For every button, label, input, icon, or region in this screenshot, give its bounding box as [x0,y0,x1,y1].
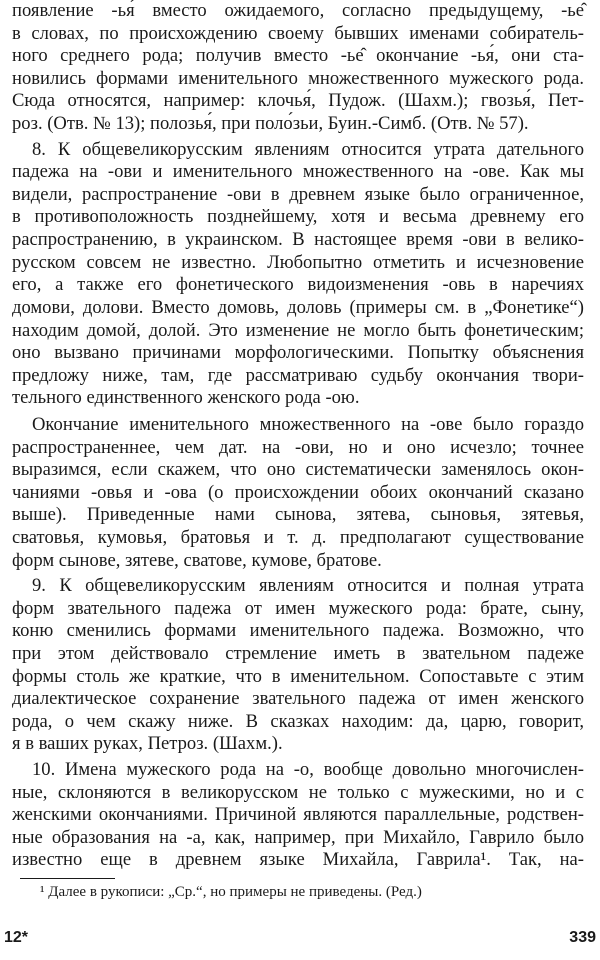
text-line: распространению, в украинском. В настоящее время -ови в велико- [12,229,584,251]
text-line: рода, о чем скажу ниже. В сказках находим: да, царю, говорит, [12,710,584,732]
text-line: форм сынове, зятеве, сватове, кумове, братове. [12,549,382,571]
text-line: новились формами именительного множественного мужеского рода. [12,67,584,89]
text-line: диалектическое сохранение звательного падежа от имен женского [12,688,584,710]
signature-mark: 12* [4,929,29,946]
text-line: чаниями -овья и -ова (о происхождении обоих окончаний сказано [12,481,584,503]
paragraph-8-start: 8. К общевеликорусским явлениям относится утрата дательного [32,138,584,160]
text-line: находим домой, долой. Это изменение не могло быть фонетическим; [12,319,584,341]
text-line: женскими окончаниями. Причиной являются параллельные, родствен- [12,804,584,826]
text-line: русском совсем не известно. Любопытно отметить и исчезновение [12,251,584,273]
text-line: распространеннее, чем дат. на -ови, но и оно исчезло; точнее [12,436,584,458]
text-line: форм звательного падежа от имен мужеского рода: брате, сыну, [12,597,584,619]
text-line: появление -ья́ вместо ожидаемого, согласно предыдущему, -ье̂ [12,0,584,21]
text-line: Сюда относятся, например: клочья́, Пудож. (Шахм.); гвозья́, Пет- [12,90,584,112]
footnote-rule [20,878,115,879]
paragraph-start: Окончание именительного множественного на -ове было гораздо [32,413,584,435]
text-line: известно еще в древнем языке Михайла, Гаврила¹. Так, на- [12,849,584,871]
text-line: выразимся, если скажем, что оно систематически заменялось окон- [12,459,584,481]
text-line: сватовья, кумовья, братовья и т. д. предполагают существование [12,526,584,548]
text-line: тельного единственного женского рода -ою. [12,387,360,409]
text-line: в противоположность позднейшему, хотя и весьма древнему его [12,206,584,228]
text-line: ного среднего рода; получив вместо -ье̂ окончание -ья́, они ста- [12,45,584,67]
paragraph-9-start: 9. К общевеликорусским явлениям относится и полная утрата [32,575,584,597]
footnote: ¹ Далее в рукописи: „Ср.“, но примеры не приведены. (Ред.) [40,884,422,900]
text-line: его, а также его фонетического видоизменения -овь в наречиях [12,274,584,296]
text-line: домови, долови. Вместо домовь, доловь (примеры см. в „Фонетике“) [12,296,584,318]
text-line: ные образования на -а, как, например, при Михайло, Гаврило было [12,826,584,848]
text-line: коню сменились формами именительного падежа. Возможно, что [12,620,584,642]
text-line: ные, склоняются в великорусском не только с мужескими, но и с [12,781,584,803]
text-line: формы столь же краткие, что в именительном. Сопоставьте с этим [12,665,584,687]
page-number: 339 [569,929,596,946]
paragraph-10-start: 10. Имена мужеского рода на -о, вообще довольно многочислен- [32,759,584,780]
text-line: видели, распространение -ови в древнем языке было ограниченное, [12,183,584,205]
text-line: роз. (Отв. № 13); полозья́, при поло́зьи, Буин.-Симб. (Отв. № 57). [12,113,529,134]
text-line: оно вызвано причинами морфологическими. Попытку объяснения [12,342,584,364]
text-line: в словах, по происхождению своему бывших именами собиратель- [12,22,584,44]
text-line: предложу ниже, там, где рассматриваю судьбу окончания твори- [12,364,584,386]
text-line: при этом действовало стремление иметь в звательном падеже [12,642,584,664]
text-line: выше). Приведенные нами сынова, зятева, сыновья, зятевья, [12,504,584,526]
text-line: я в ваших руках, Петроз. (Шахм.). [12,733,283,755]
text-line: падежа на -ови и именительного множественного на -ове. Как мы [12,161,584,183]
